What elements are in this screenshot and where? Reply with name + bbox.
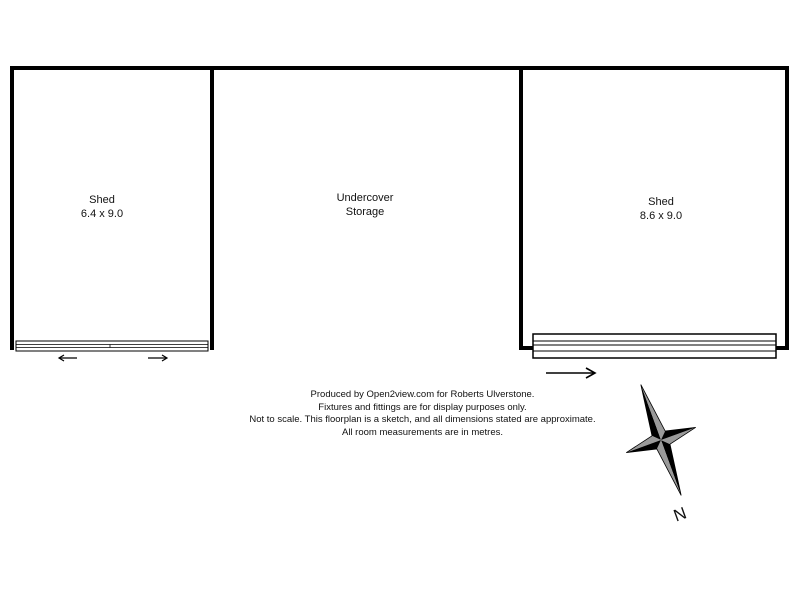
- room-name-line2: Storage: [345, 206, 385, 218]
- room-label-shed-right: [601, 195, 721, 223]
- left-slide-arrow-icon: [59, 355, 77, 361]
- room-label-shed-left: [42, 193, 162, 221]
- room-size: 6.4 x 9.0: [80, 208, 124, 220]
- room-name: Undercover: [336, 192, 394, 204]
- disclaimer-line: Fixtures and fittings are for display purposes only.: [318, 401, 527, 413]
- disclaimer-line: Not to scale. This floorplan is a sketch, and all dimensions stated are approximate.: [249, 414, 596, 426]
- disclaimer-line: Produced by Open2view.com for Roberts Ulverstone.: [310, 389, 535, 400]
- north-label: N: [670, 503, 689, 526]
- left-shed-roller-door: [16, 341, 208, 351]
- room-name: Shed: [89, 194, 115, 206]
- room-size: 8.6 x 9.0: [639, 210, 683, 222]
- room-name: Shed: [648, 196, 674, 208]
- right-slide-arrow-icon: [148, 355, 167, 361]
- disclaimer-line: All room measurements are in metres.: [341, 426, 504, 438]
- right-door-slide-arrow-icon: [546, 368, 595, 378]
- disclaimer-text: [220, 389, 625, 439]
- room-label-undercover-storage: [305, 191, 425, 219]
- right-shed-roller-door: [533, 334, 776, 358]
